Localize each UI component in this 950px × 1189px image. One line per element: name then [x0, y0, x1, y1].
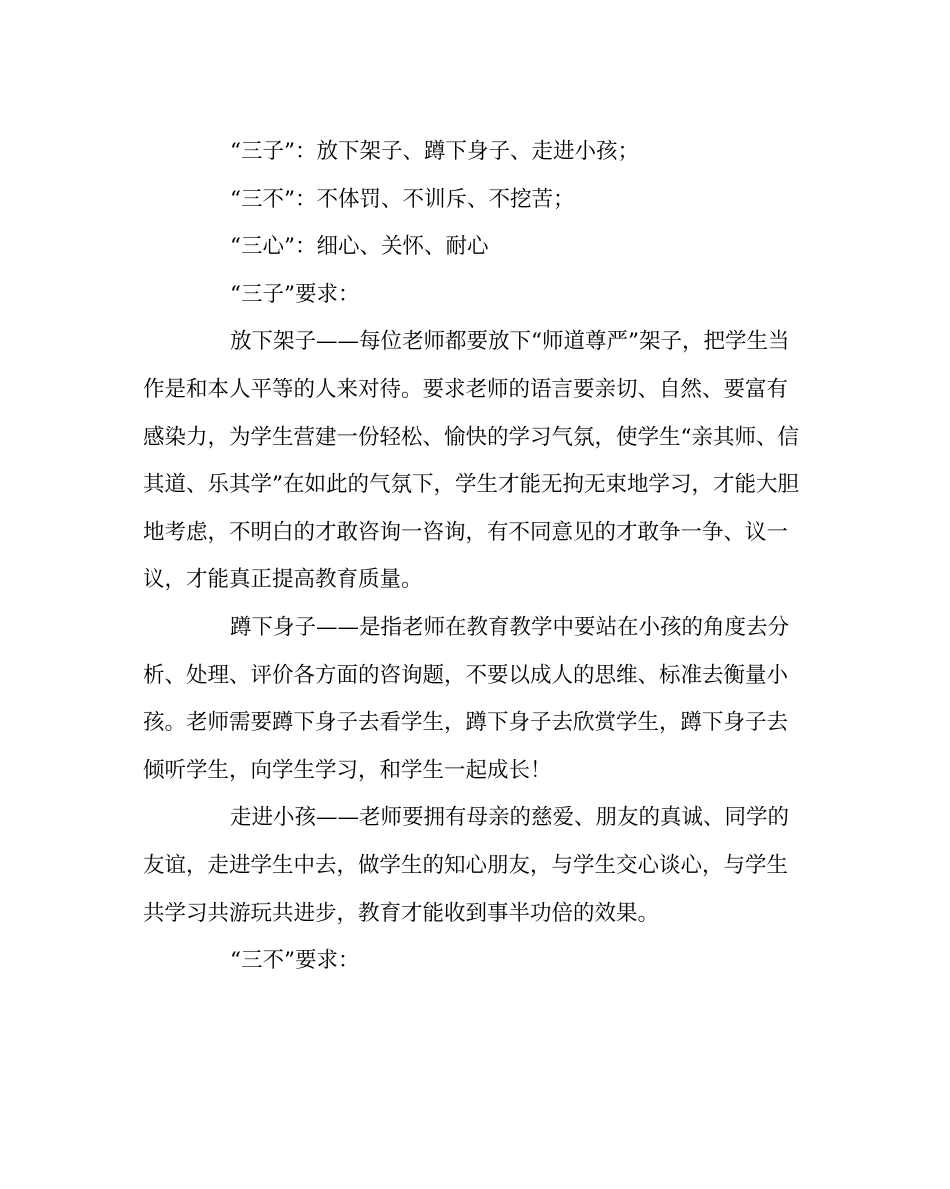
document-body [143, 128, 808, 985]
paragraph-put-down-airs: 放下架子——每位老师都要放下“师道尊严”架子，把学生当作是和本人平等的人来对待。要求老师的语言要亲切、自然、要富有感染力，为学生营建一份轻松、愉快的学习气氛，使学生“亲其师、信其道、乐其学”在如此的气氛下，学生才能无拘无束地学习，才能大胆地考虑，不明白的才敢咨询一咨询，有不同意见的才敢争一争、议一议，才能真正提高教育质量。 [143, 329, 799, 593]
heading-three-bu-requirements: “三不”要求： [230, 948, 360, 974]
heading-three-zi-requirements: “三子”要求： [230, 281, 360, 307]
principle-three-zi: “三子”：放下架子、蹲下身子、走进小孩； [230, 139, 639, 164]
principle-three-bu: “三不”：不体罚、不训斥、不挖苦； [230, 186, 575, 212]
paragraph-approach-children: 走进小孩——老师要拥有母亲的慈爱、朋友的真诚、同学的友谊，走进学生中去，做学生的知心朋友，与学生交心谈心，与学生共学习共游玩共进步，教育才能收到事半功倍的效果。 [143, 805, 790, 926]
paragraph-squat-down: 蹲下身子——是指老师在教育教学中要站在小孩的角度去分析、处理、评价各方面的咨询题，不要以成人的思维、标准去衡量小孩。老师需要蹲下身子去看学生，蹲下身子去欣赏学生，蹲下身子去倾听学生，向学生学习，和学生一起成长！ [143, 614, 790, 783]
principle-three-xin: “三心”：细心、关怀、耐心 [230, 234, 489, 260]
